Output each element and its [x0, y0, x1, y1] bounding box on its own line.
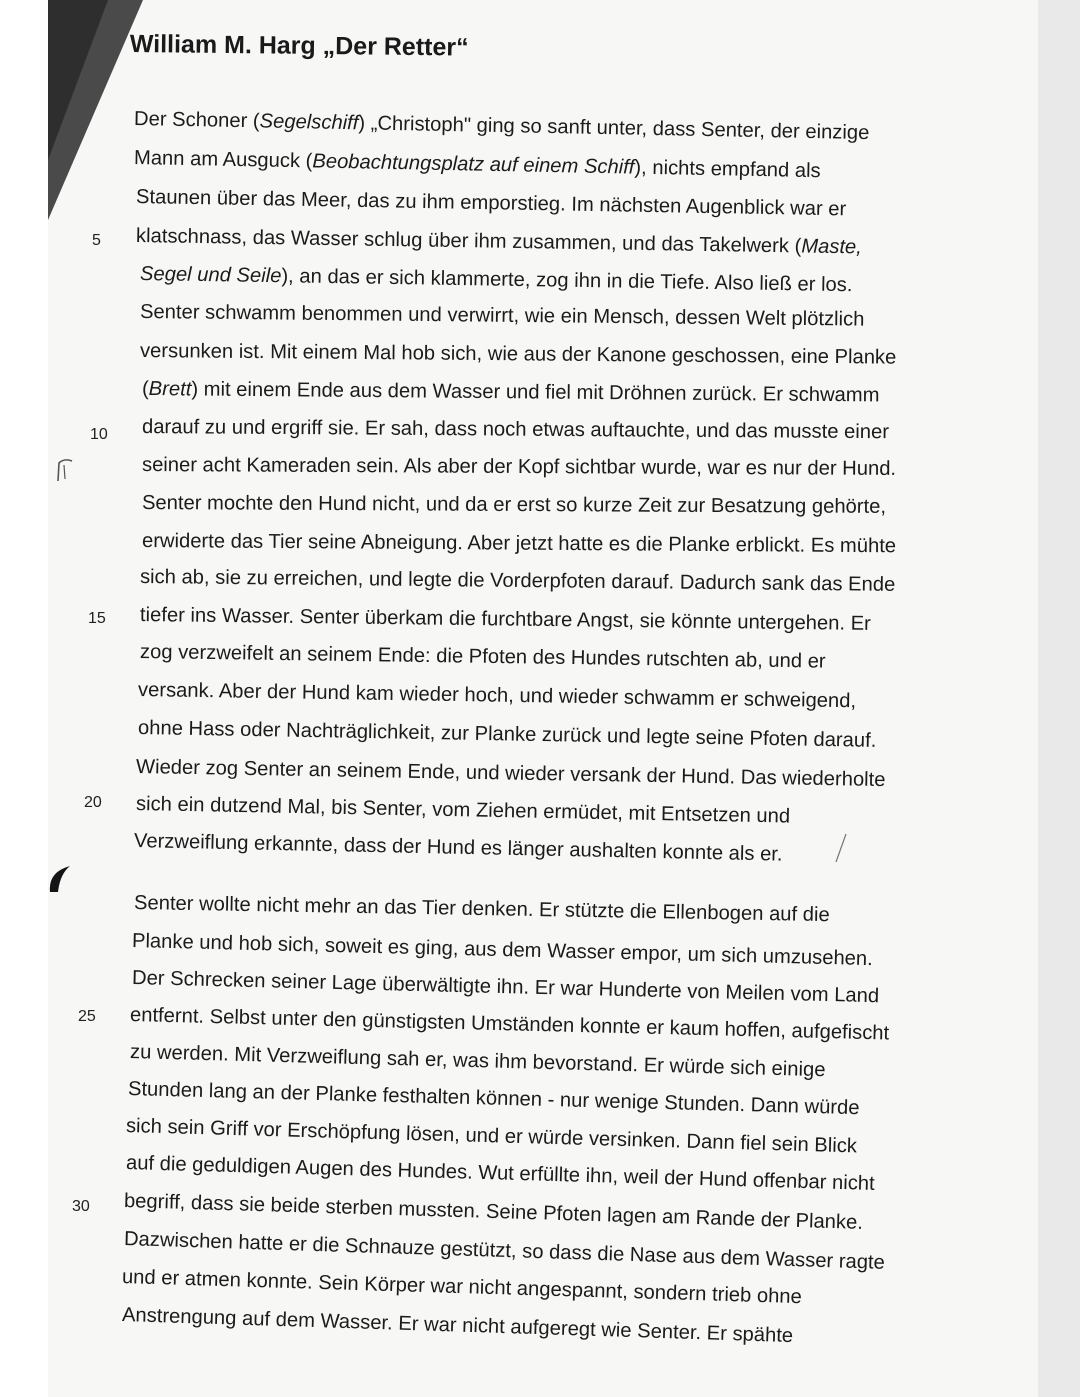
- text-segment: Senter mochte den Hund nicht, und da er erst so kurze Zeit zur Besatzung gehörte,: [141, 492, 887, 518]
- text-segment: zog verzweifelt an seinem Ende: die Pfoten des Hundes rutschten ab, und er: [139, 641, 826, 673]
- text-segment: ohne Hass oder Nachträglichkeit, zur Planke zurück und legte seine Pfoten darauf.: [137, 717, 877, 752]
- text-segment: sich sein Griff vor Erschöpfung lösen, und er würde versinken. Dann fiel sein Blick: [125, 1115, 858, 1158]
- text-segment: Staunen über das Meer, das zu ihm emporstieg. Im nächsten Augenblick war er: [135, 186, 847, 221]
- italic-gloss: Segel und Seile: [139, 263, 282, 288]
- text-segment: sich ab, sie zu erreichen, und legte die Vorderpfoten darauf. Dadurch sank das Ende: [139, 566, 896, 596]
- text-segment: Dazwischen hatte er die Schnauze gestützt, so dass die Nase aus dem Wasser ragte: [123, 1228, 886, 1274]
- text-segment: ) „Christoph" ging so sanft unter, dass Senter, der einzige: [358, 112, 870, 145]
- text-segment: darauf zu und ergriff sie. Er sah, dass noch etwas auftauchte, und das musste einer: [141, 416, 890, 444]
- paragraph1-line: [142, 492, 886, 519]
- document-title: William M. Harg „Der Retter“: [129, 30, 469, 62]
- line-number-15: 15: [88, 610, 106, 627]
- text-segment: seiner acht Kameraden sein. Als aber der Kopf sichtbar wurde, war es nur der Hund.: [141, 454, 897, 480]
- pencil-slash-icon: [832, 832, 852, 864]
- folded-corner-dark: [48, 0, 108, 160]
- paragraph1-line: [142, 454, 896, 481]
- text-segment: versunken ist. Mit einem Mal hob sich, wie aus der Kanone geschossen, eine Planke: [139, 340, 897, 369]
- text-segment: versank. Aber der Hund kam wieder hoch, und wieder schwamm er schweigend,: [137, 679, 857, 713]
- line-number-10: 10: [90, 426, 108, 443]
- text-segment: begriff, dass sie beide sterben mussten. Seine Pfoten lagen am Rande der Planke.: [123, 1190, 864, 1234]
- pencil-mark-icon: [52, 455, 82, 485]
- scan-margin: [0, 0, 48, 1397]
- text-segment: Wieder zog Senter an seinem Ende, und wieder versank der Hund. Das wiederholte: [135, 756, 886, 792]
- italic-gloss: Segelschiff: [259, 110, 359, 135]
- text-segment: erwiderte das Tier seine Abneigung. Aber jetzt hatte es die Planke erblickt. Es mühte: [141, 530, 897, 558]
- text-segment: auf die geduldigen Augen des Hundes. Wut erfüllte ihn, weil der Hund offenbar nicht: [125, 1152, 875, 1195]
- text-segment: Mann am Ausguck (: [133, 147, 313, 173]
- text-segment: (: [141, 378, 149, 401]
- text-segment: ) mit einem Ende aus dem Wasser und fiel mit Dröhnen zurück. Er schwamm: [191, 378, 880, 407]
- text-segment: Planke und hob sich, soweit es ging, aus dem Wasser empor, um sich umzusehen.: [131, 930, 874, 971]
- italic-gloss: Beobachtungsplatz auf einem Schiff: [312, 150, 635, 179]
- italic-gloss: Maste,: [801, 235, 863, 259]
- text-segment: Stunden lang an der Planke festhalten können - nur wenige Stunden. Dann würde: [127, 1078, 860, 1120]
- line-number-20: 20: [84, 794, 102, 811]
- text-segment: sich ein dutzend Mal, bis Senter, vom Ziehen ermüdet, mit Entsetzen und: [135, 793, 791, 828]
- text-segment: Verzweiflung erkannte, dass der Hund es länger aushalten konnte als er.: [133, 830, 783, 866]
- text-segment: Senter schwamm benommen und verwirrt, wie ein Mensch, dessen Welt plötzlich: [139, 301, 865, 331]
- text-segment: klatschnass, das Wasser schlug über ihm zusammen, und das Takelwerk (: [135, 225, 802, 258]
- line-number-5: 5: [92, 232, 101, 249]
- text-segment: Der Schrecken seiner Lage überwältigte ihn. Er war Hunderte von Meilen vom Land: [131, 967, 880, 1008]
- ink-blot-icon: [46, 862, 78, 896]
- line-number-30: 30: [72, 1198, 90, 1215]
- text-segment: Senter wollte nicht mehr an das Tier denken. Er stützte die Ellenbogen auf die: [133, 892, 830, 927]
- text-segment: zu werden. Mit Verzweiflung sah er, was ihm bevorstand. Er würde sich einige: [129, 1041, 826, 1082]
- text-segment: Der Schoner (: [133, 108, 260, 133]
- text-segment: ), nichts empfand als: [634, 156, 821, 183]
- text-segment: und er atmen konnte. Sein Körper war nicht angespannt, sondern trieb ohne: [121, 1266, 803, 1309]
- line-number-25: 25: [78, 1008, 96, 1025]
- text-segment: ), an das er sich klammerte, zog ihn in die Tiefe. Also ließ er los.: [281, 265, 853, 297]
- italic-gloss: Brett: [148, 378, 192, 401]
- text-segment: Anstrengung auf dem Wasser. Er war nicht aufgeregt wie Senter. Er spähte: [121, 1304, 794, 1348]
- text-segment: entfernt. Selbst unter den günstigsten Umständen konnte er kaum hoffen, aufgefischt: [129, 1004, 890, 1045]
- text-segment: tiefer ins Wasser. Senter überkam die furchtbare Angst, sie könnte untergehen. Er: [139, 604, 871, 635]
